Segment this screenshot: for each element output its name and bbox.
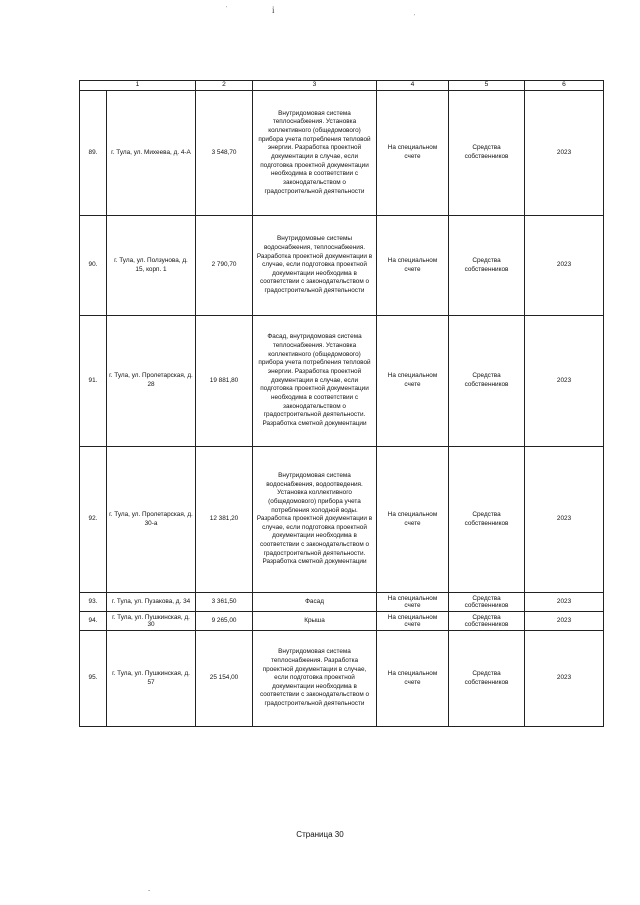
works-cell: Фасад bbox=[253, 593, 377, 612]
table-row bbox=[80, 91, 604, 216]
column-number-header-row bbox=[80, 81, 604, 91]
column-header-4: 4 bbox=[377, 81, 449, 91]
table-row bbox=[80, 593, 604, 612]
scan-speck: ' bbox=[226, 6, 228, 12]
works-cell: Внутридомовые системы водоснабжения, теплоснабжения. Разработка проектной документации в случае, если подготовка проектной документации необходима в соответствии с законодательством о градостроительной деятельности bbox=[253, 216, 377, 316]
cost-cell: 3 548,70 bbox=[196, 91, 253, 216]
funding-source-cell: Средства собственников bbox=[449, 631, 525, 727]
address-cell: г. Тула, ул. Пушкинская, д. 57 bbox=[107, 631, 196, 727]
address-cell: г. Тула, ул. Пузакова, д. 34 bbox=[107, 593, 196, 612]
year-cell: 2023 bbox=[525, 631, 604, 727]
cost-cell: 12 381,20 bbox=[196, 447, 253, 593]
year-cell: 2023 bbox=[525, 216, 604, 316]
works-cell: Крыша bbox=[253, 612, 377, 631]
funding-source-cell: Средства собственников bbox=[449, 91, 525, 216]
fund-method-cell: На специальном счете bbox=[377, 216, 449, 316]
page-number-footer: Страница 30 bbox=[296, 830, 344, 839]
column-header-1: 1 bbox=[80, 81, 196, 91]
table-row bbox=[80, 316, 604, 447]
fund-method-cell: На специальном счете bbox=[377, 631, 449, 727]
table-row bbox=[80, 612, 604, 631]
funding-source-cell: Средства собственников bbox=[449, 316, 525, 447]
column-header-3: 3 bbox=[253, 81, 377, 91]
row-number: 95. bbox=[80, 631, 107, 727]
cost-cell: 2 790,70 bbox=[196, 216, 253, 316]
funding-source-cell: Средства собственников bbox=[449, 447, 525, 593]
works-cell: Внутридомовая система теплоснабжения. Разработка проектной документации в случае, если подготовка проектной документации необходима в соответствии с законодательством о градостроительной деятельности bbox=[253, 631, 377, 727]
cost-cell: 9 265,00 bbox=[196, 612, 253, 631]
year-cell: 2023 bbox=[525, 612, 604, 631]
table-row bbox=[80, 447, 604, 593]
scan-speck: ' bbox=[414, 14, 416, 20]
column-header-5: 5 bbox=[449, 81, 525, 91]
funding-source-cell: Средства собственников bbox=[449, 612, 525, 631]
column-header-2: 2 bbox=[196, 81, 253, 91]
row-number: 89. bbox=[80, 91, 107, 216]
address-cell: г. Тула, ул. Михеева, д. 4-А bbox=[107, 91, 196, 216]
row-number: 91. bbox=[80, 316, 107, 447]
fund-method-cell: На специальном счете bbox=[377, 316, 449, 447]
year-cell: 2023 bbox=[525, 316, 604, 447]
address-cell: г. Тула, ул. Пушкинская, д. 30 bbox=[107, 612, 196, 631]
row-number: 90. bbox=[80, 216, 107, 316]
year-cell: 2023 bbox=[525, 593, 604, 612]
table-row bbox=[80, 216, 604, 316]
cost-cell: 3 361,50 bbox=[196, 593, 253, 612]
address-cell: г. Тула, ул. Пролетарская, д. 28 bbox=[107, 316, 196, 447]
works-cell: Внутридомовая система теплоснабжения. Установка коллективного (общедомового) прибора учета потребления тепловой энергии. Разработка проектной документации в случае, если подготовка проектной документации необходима в соответствии с законодательством о градостроительной деятельности bbox=[253, 91, 377, 216]
funding-source-cell: Средства собственников bbox=[449, 593, 525, 612]
funding-source-cell: Средства собственников bbox=[449, 216, 525, 316]
fund-method-cell: На специальном счете bbox=[377, 91, 449, 216]
cost-cell: 19 881,80 bbox=[196, 316, 253, 447]
table-row bbox=[80, 631, 604, 727]
row-number: 94. bbox=[80, 612, 107, 631]
column-header-6: 6 bbox=[525, 81, 604, 91]
row-number: 93. bbox=[80, 593, 107, 612]
address-cell: г. Тула, ул. Пролетарская, д. 30-а bbox=[107, 447, 196, 593]
scan-speck: - bbox=[148, 886, 151, 894]
address-cell: г. Тула, ул. Ползунова, д. 15, корп. 1 bbox=[107, 216, 196, 316]
fund-method-cell: На специальном счете bbox=[377, 612, 449, 631]
fund-method-cell: На специальном счете bbox=[377, 593, 449, 612]
year-cell: 2023 bbox=[525, 447, 604, 593]
row-number: 92. bbox=[80, 447, 107, 593]
year-cell: 2023 bbox=[525, 91, 604, 216]
works-cell: Внутридомовая система водоснабжения, водоотведения. Установка коллективного (общедомового) прибора учета потребления холодной воды. Разработка проектной документации в случае, если подготовка проектной документации необходима в соответствии с законодательством о градостроительной деятельности. Разработка сметной документации bbox=[253, 447, 377, 593]
page-top-mark: i bbox=[272, 5, 275, 15]
cost-cell: 25 154,00 bbox=[196, 631, 253, 727]
works-cell: Фасад, внутридомовая система теплоснабжения. Установка коллективного (общедомового) прибора учета потребления тепловой энергии. Разработка проектной документации в случае, если подготовка проектной документации необходима в соответствии с законодательством о градостроительной деятельности. Разработка сметной документации bbox=[253, 316, 377, 447]
repair-schedule-table bbox=[79, 80, 604, 727]
fund-method-cell: На специальном счете bbox=[377, 447, 449, 593]
